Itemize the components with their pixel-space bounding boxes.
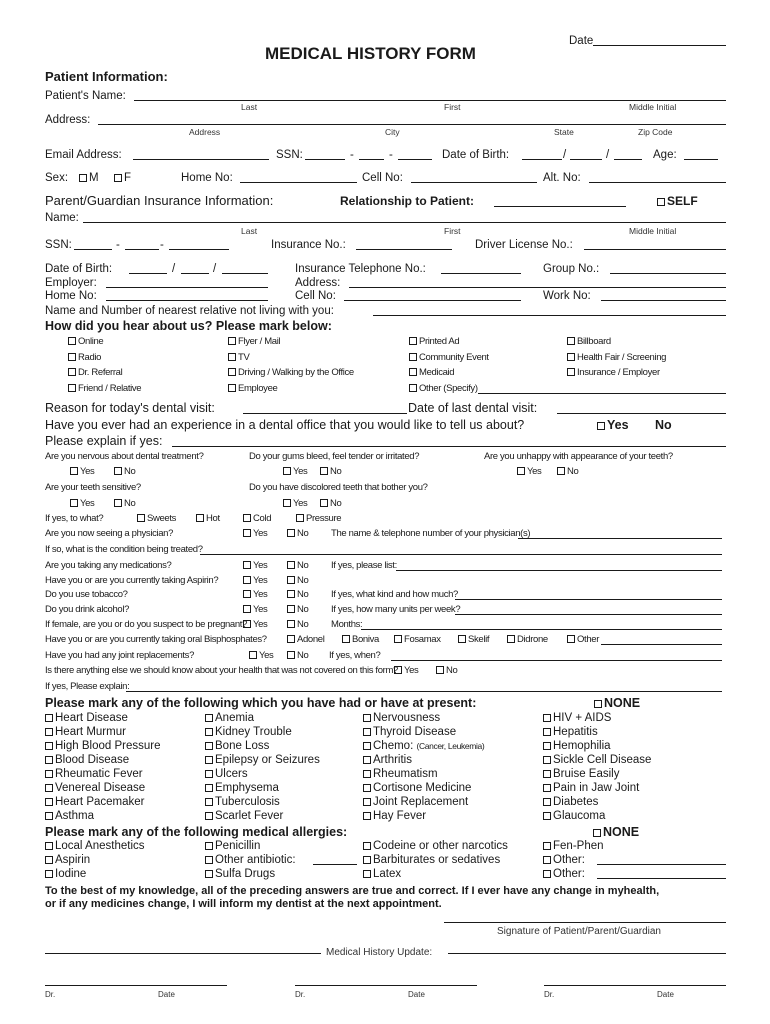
sensitive-no[interactable]: No <box>114 498 135 510</box>
allergy-other-2-field[interactable] <box>597 878 726 879</box>
hear-health-fair[interactable]: Health Fair / Screening <box>567 352 666 364</box>
g-address-field[interactable] <box>349 287 726 288</box>
nervous-no[interactable]: No <box>114 466 135 478</box>
allergies-heading: Please mark any of the following medical allergies: <box>45 825 348 839</box>
cond-arthritis[interactable]: Arthritis <box>363 753 412 767</box>
hear-other-field[interactable] <box>478 393 726 394</box>
experience-no[interactable]: No <box>655 418 672 432</box>
allergy-aspirin[interactable]: Aspirin <box>45 853 90 867</box>
condition-field[interactable] <box>200 554 722 555</box>
last-visit-field[interactable] <box>557 413 726 414</box>
cond-nervousness[interactable]: Nervousness <box>363 711 440 725</box>
anything-yes[interactable]: Yes <box>394 665 418 677</box>
sens-cold[interactable]: Cold <box>243 513 271 525</box>
explain-field[interactable] <box>172 446 726 447</box>
physician-contact-label: The name & telephone number of your physician(s) <box>331 528 531 539</box>
cond-bone-loss[interactable]: Bone Loss <box>205 739 269 753</box>
date-label: Date <box>569 35 594 47</box>
alt-no-field[interactable] <box>589 182 726 183</box>
hear-flyer[interactable]: Flyer / Mail <box>228 336 280 348</box>
cond-pacemaker[interactable]: Heart Pacemaker <box>45 795 144 809</box>
allergy-other-antibiotic-field[interactable] <box>313 864 357 865</box>
allergy-other-1[interactable]: Other: <box>543 853 585 867</box>
allergy-codeine[interactable]: Codeine or other narcotics <box>363 839 508 853</box>
g-ssn-label: SSN: <box>45 239 72 251</box>
ins-phone-label: Insurance Telephone No.: <box>295 263 426 275</box>
g-home-field[interactable] <box>106 300 268 301</box>
bisphos-adonel[interactable]: Adonel <box>287 634 324 646</box>
cond-thyroid[interactable]: Thyroid Disease <box>363 725 456 739</box>
license-field[interactable] <box>584 249 726 250</box>
physician-no[interactable]: No <box>287 528 308 540</box>
months-field[interactable] <box>361 629 722 630</box>
allergy-barbiturates[interactable]: Barbiturates or sedatives <box>363 853 500 867</box>
g-cell-field[interactable] <box>344 300 521 301</box>
cond-rheumatic-fever[interactable]: Rheumatic Fever <box>45 767 143 781</box>
hear-insurance[interactable]: Insurance / Employer <box>567 367 660 379</box>
date-field[interactable] <box>593 45 726 46</box>
joint-when-label: If yes, when? <box>329 650 381 661</box>
update-3-field[interactable] <box>544 985 726 986</box>
nearest-relative-field[interactable] <box>373 315 726 316</box>
gums-no[interactable]: No <box>320 466 341 478</box>
address-field[interactable] <box>98 124 726 125</box>
meds-list-field[interactable] <box>396 570 722 571</box>
anything-no[interactable]: No <box>436 665 457 677</box>
alcohol-no[interactable]: No <box>287 604 308 616</box>
update-1-field[interactable] <box>45 985 227 986</box>
alcohol-yes[interactable]: Yes <box>243 604 267 616</box>
joint-no[interactable]: No <box>287 650 308 662</box>
hear-driving[interactable]: Driving / Walking by the Office <box>228 367 354 379</box>
g-sub-first: First <box>444 226 461 236</box>
update-1-date: Date <box>158 990 175 999</box>
experience-question: Have you ever had an experience in a dental office that you would like to tell us about? <box>45 418 525 432</box>
cond-jaw-pain[interactable]: Pain in Jaw Joint <box>543 781 639 795</box>
cell-no-label: Cell No: <box>362 172 403 184</box>
q-bisphos: Have you or are you currently taking oral Bisphosphates? <box>45 634 267 645</box>
q-discolored: Do you have discolored teeth that bother you? <box>249 482 428 493</box>
q-anything: Is there anything else we should know about your health that was not covered on this form? <box>45 665 398 676</box>
cond-tuberculosis[interactable]: Tuberculosis <box>205 795 280 809</box>
allergy-sulfa[interactable]: Sulfa Drugs <box>205 867 275 881</box>
update-2-field[interactable] <box>295 985 477 986</box>
cond-hemophilia[interactable]: Hemophilia <box>543 739 611 753</box>
hear-radio[interactable]: Radio <box>68 352 101 364</box>
update-2-date: Date <box>408 990 425 999</box>
allergy-fen-phen[interactable]: Fen-Phen <box>543 839 604 853</box>
conditions-none[interactable]: NONE <box>594 696 640 710</box>
sub-zip: Zip Code <box>638 127 673 137</box>
sens-pressure[interactable]: Pressure <box>296 513 341 525</box>
signature-field[interactable] <box>444 922 726 923</box>
g-dob-month[interactable] <box>129 273 167 274</box>
ins-phone-field[interactable] <box>441 273 521 274</box>
patient-name-label: Patient's Name: <box>45 90 126 102</box>
g-ssn-2[interactable] <box>125 249 159 250</box>
pregnant-no[interactable]: No <box>287 619 308 631</box>
form-title: MEDICAL HISTORY FORM <box>265 44 476 63</box>
update-rule-left <box>45 953 321 954</box>
bisphos-skelif[interactable]: Skelif <box>458 634 489 646</box>
update-3-date: Date <box>657 990 674 999</box>
statement-line-2: or if any medicines change, I will inform my dentist at the next appointment. <box>45 898 442 910</box>
gums-yes[interactable]: Yes <box>283 466 307 478</box>
allergy-other-antibiotic[interactable]: Other antibiotic: <box>205 853 296 867</box>
guardian-name-field[interactable] <box>83 222 726 223</box>
sub-first: First <box>444 102 461 112</box>
home-no-field[interactable] <box>240 182 357 183</box>
discolored-yes[interactable]: Yes <box>283 498 307 510</box>
cond-venereal[interactable]: Venereal Disease <box>45 781 145 795</box>
home-no-label: Home No: <box>181 172 233 184</box>
cond-chemo[interactable]: Chemo: (Cancer, Leukemia) <box>363 739 484 753</box>
allergy-local-anesthetics[interactable]: Local Anesthetics <box>45 839 145 853</box>
employer-label: Employer: <box>45 277 97 289</box>
meds-list-label: If yes, please list: <box>331 560 397 571</box>
hear-online[interactable]: Online <box>68 336 103 348</box>
update-label: Medical History Update: <box>326 947 433 958</box>
hear-medicaid[interactable]: Medicaid <box>409 367 454 379</box>
q-sensitive: Are your teeth sensitive? <box>45 482 141 493</box>
relationship-field[interactable] <box>494 206 626 207</box>
cond-sickle-cell[interactable]: Sickle Cell Disease <box>543 753 651 767</box>
q-unhappy: Are you unhappy with appearance of your teeth? <box>484 451 673 462</box>
sex-m-checkbox[interactable]: M <box>79 171 99 185</box>
reason-label: Reason for today's dental visit: <box>45 401 215 415</box>
bisphos-other[interactable]: Other <box>567 634 599 646</box>
cond-blood-disease[interactable]: Blood Disease <box>45 753 129 767</box>
q-physician: Are you now seeing a physician? <box>45 528 174 539</box>
explain-label: Please explain if yes: <box>45 434 163 448</box>
work-no-field[interactable] <box>601 300 726 301</box>
joint-yes[interactable]: Yes <box>249 650 273 662</box>
g-ssn-3[interactable] <box>169 249 229 250</box>
license-label: Driver License No.: <box>475 239 573 251</box>
allergy-iodine[interactable]: Iodine <box>45 867 86 881</box>
cond-heart-disease[interactable]: Heart Disease <box>45 711 128 725</box>
update-3-dr: Dr. <box>544 990 555 999</box>
dob-label: Date of Birth: <box>442 149 510 161</box>
ssn-field-2[interactable] <box>359 159 384 160</box>
alt-no-label: Alt. No: <box>543 172 581 184</box>
hear-tv[interactable]: TV <box>228 352 249 364</box>
nervous-yes[interactable]: Yes <box>70 466 94 478</box>
hear-printed-ad[interactable]: Printed Ad <box>409 336 459 348</box>
allergies-none[interactable]: NONE <box>593 825 639 839</box>
group-no-label: Group No.: <box>543 263 600 275</box>
joint-when-field[interactable] <box>391 660 722 661</box>
email-label: Email Address: <box>45 149 122 161</box>
employer-field[interactable] <box>106 287 268 288</box>
email-field[interactable] <box>133 159 269 160</box>
cell-no-field[interactable] <box>411 182 537 183</box>
tobacco-yes[interactable]: Yes <box>243 589 267 601</box>
chemo-note: (Cancer, Leukemia) <box>416 741 485 751</box>
sub-middle: Middle Initial <box>629 102 677 112</box>
ssn-field-1[interactable] <box>305 159 345 160</box>
guardian-name-label: Name: <box>45 212 79 224</box>
q-tobacco: Do you use tobacco? <box>45 589 128 600</box>
work-no-label: Work No: <box>543 290 591 302</box>
q-joint: Have you had any joint replacements? <box>45 650 194 661</box>
discolored-no[interactable]: No <box>320 498 341 510</box>
patient-name-field[interactable] <box>134 100 726 101</box>
age-field[interactable] <box>684 159 718 160</box>
cond-hepatitis[interactable]: Hepatitis <box>543 725 598 739</box>
sens-hot[interactable]: Hot <box>196 513 220 525</box>
g-home-label: Home No: <box>45 290 97 302</box>
statement-line-1: To the best of my knowledge, all of the preceding answers are true and correct. If I ever have any change in myhealth, <box>45 885 660 897</box>
g-sub-middle: Middle Initial <box>629 226 677 236</box>
cond-kidney[interactable]: Kidney Trouble <box>205 725 292 739</box>
cond-glaucoma[interactable]: Glaucoma <box>543 809 605 823</box>
sex-f-checkbox[interactable]: F <box>114 171 131 185</box>
tobacco-kind-label: If yes, what kind and how much? <box>331 589 458 600</box>
cond-high-bp[interactable]: High Blood Pressure <box>45 739 160 753</box>
q-what: If yes, to what? <box>45 513 104 524</box>
physician-yes[interactable]: Yes <box>243 528 267 540</box>
q-meds: Are you taking any medications? <box>45 560 172 571</box>
patient-heading: Patient Information: <box>45 69 168 84</box>
bisphos-boniva[interactable]: Boniva <box>342 634 379 646</box>
g-cell-label: Cell No: <box>295 290 336 302</box>
physician-contact-field[interactable] <box>518 538 722 539</box>
sex-label: Sex: <box>45 172 69 184</box>
q-alcohol: Do you drink alcohol? <box>45 604 130 615</box>
update-1-dr: Dr. <box>45 990 56 999</box>
g-address-label: Address: <box>295 277 341 289</box>
aspirin-yes[interactable]: Yes <box>243 575 267 587</box>
cond-heart-murmur[interactable]: Heart Murmur <box>45 725 126 739</box>
self-checkbox[interactable]: SELF <box>657 194 698 208</box>
q-nervous: Are you nervous about dental treatment? <box>45 451 204 462</box>
sensitive-yes[interactable]: Yes <box>70 498 94 510</box>
pregnant-yes[interactable]: Yes <box>243 619 267 631</box>
age-label: Age: <box>653 149 677 161</box>
sub-state: State <box>554 127 574 137</box>
cond-ulcers[interactable]: Ulcers <box>205 767 248 781</box>
hear-employee[interactable]: Employee <box>228 383 277 395</box>
group-no-field[interactable] <box>610 273 726 274</box>
meds-no[interactable]: No <box>287 560 308 572</box>
q-condition: If so, what is the condition being treated? <box>45 544 203 555</box>
cond-scarlet-fever[interactable]: Scarlet Fever <box>205 809 283 823</box>
experience-yes[interactable]: Yes <box>597 418 629 433</box>
allergy-other-1-field[interactable] <box>597 864 726 865</box>
meds-yes[interactable]: Yes <box>243 560 267 572</box>
allergy-other-2[interactable]: Other: <box>543 867 585 881</box>
cond-emphysema[interactable]: Emphysema <box>205 781 279 795</box>
bisphos-didrone[interactable]: Didrone <box>507 634 548 646</box>
sub-last: Last <box>241 102 258 112</box>
cond-joint-replacement[interactable]: Joint Replacement <box>363 795 468 809</box>
hear-heading: How did you hear about us? Please mark below: <box>45 319 332 333</box>
cond-bruise[interactable]: Bruise Easily <box>543 767 619 781</box>
anything-explain-field[interactable] <box>126 691 722 692</box>
cond-cortisone[interactable]: Cortisone Medicine <box>363 781 471 795</box>
hear-friend[interactable]: Friend / Relative <box>68 383 141 395</box>
address-label: Address: <box>45 114 91 126</box>
q-aspirin: Have you or are you currently taking Aspirin? <box>45 575 219 586</box>
cond-diabetes[interactable]: Diabetes <box>543 795 598 809</box>
g-sub-last: Last <box>241 226 258 236</box>
update-rule-right <box>448 953 726 954</box>
dob-day[interactable] <box>570 159 602 160</box>
alcohol-units-field[interactable] <box>455 614 722 615</box>
bisphos-other-field[interactable] <box>601 644 722 645</box>
sens-sweets[interactable]: Sweets <box>137 513 176 525</box>
ssn-field-3[interactable] <box>398 159 432 160</box>
hear-dr-referral[interactable]: Dr. Referral <box>68 367 122 379</box>
cond-epilepsy[interactable]: Epilepsy or Seizures <box>205 753 320 767</box>
last-visit-label: Date of last dental visit: <box>408 401 538 415</box>
q-explain: If yes, Please explain: <box>45 681 130 692</box>
alcohol-units-label: If yes, how many units per week? <box>331 604 461 615</box>
ssn-label: SSN: <box>276 149 303 161</box>
cond-hiv[interactable]: HIV + AIDS <box>543 711 611 725</box>
signature-label: Signature of Patient/Parent/Guardian <box>497 926 661 937</box>
cond-asthma[interactable]: Asthma <box>45 809 94 823</box>
sub-address: Address <box>189 127 221 137</box>
g-ssn-1[interactable] <box>74 249 112 250</box>
update-2-dr: Dr. <box>295 990 306 999</box>
g-dob-day[interactable] <box>181 273 209 274</box>
unhappy-yes[interactable]: Yes <box>517 466 541 478</box>
insurance-no-label: Insurance No.: <box>271 239 346 251</box>
sub-city: City <box>385 127 400 137</box>
hear-other[interactable]: Other (Specify) <box>409 383 478 395</box>
guardian-heading: Parent/Guardian Insurance Information: <box>45 193 274 208</box>
cond-anemia[interactable]: Anemia <box>205 711 254 725</box>
hear-billboard[interactable]: Billboard <box>567 336 611 348</box>
conditions-heading: Please mark any of the following which you have had or have at present: <box>45 696 477 710</box>
tobacco-no[interactable]: No <box>287 589 308 601</box>
reason-field[interactable] <box>243 413 407 414</box>
dob-year[interactable] <box>614 159 642 160</box>
g-dob-year[interactable] <box>222 273 268 274</box>
q-gums: Do your gums bleed, feel tender or irritated? <box>249 451 420 462</box>
months-label: Months: <box>331 619 363 630</box>
nearest-relative-label: Name and Number of nearest relative not living with you: <box>45 305 334 317</box>
cond-rheumatism[interactable]: Rheumatism <box>363 767 438 781</box>
allergy-latex[interactable]: Latex <box>363 867 401 881</box>
bisphos-fosamax[interactable]: Fosamax <box>394 634 441 646</box>
allergy-penicillin[interactable]: Penicillin <box>205 839 260 853</box>
aspirin-no[interactable]: No <box>287 575 308 587</box>
relationship-label: Relationship to Patient: <box>340 194 475 208</box>
q-pregnant: If female, are you or do you suspect to be pregnant? <box>45 619 248 630</box>
unhappy-no[interactable]: No <box>557 466 578 478</box>
cond-hay-fever[interactable]: Hay Fever <box>363 809 426 823</box>
tobacco-kind-field[interactable] <box>455 599 722 600</box>
hear-community[interactable]: Community Event <box>409 352 489 364</box>
dob-month[interactable] <box>522 159 562 160</box>
g-dob-label: Date of Birth: <box>45 263 113 275</box>
insurance-no-field[interactable] <box>356 249 452 250</box>
